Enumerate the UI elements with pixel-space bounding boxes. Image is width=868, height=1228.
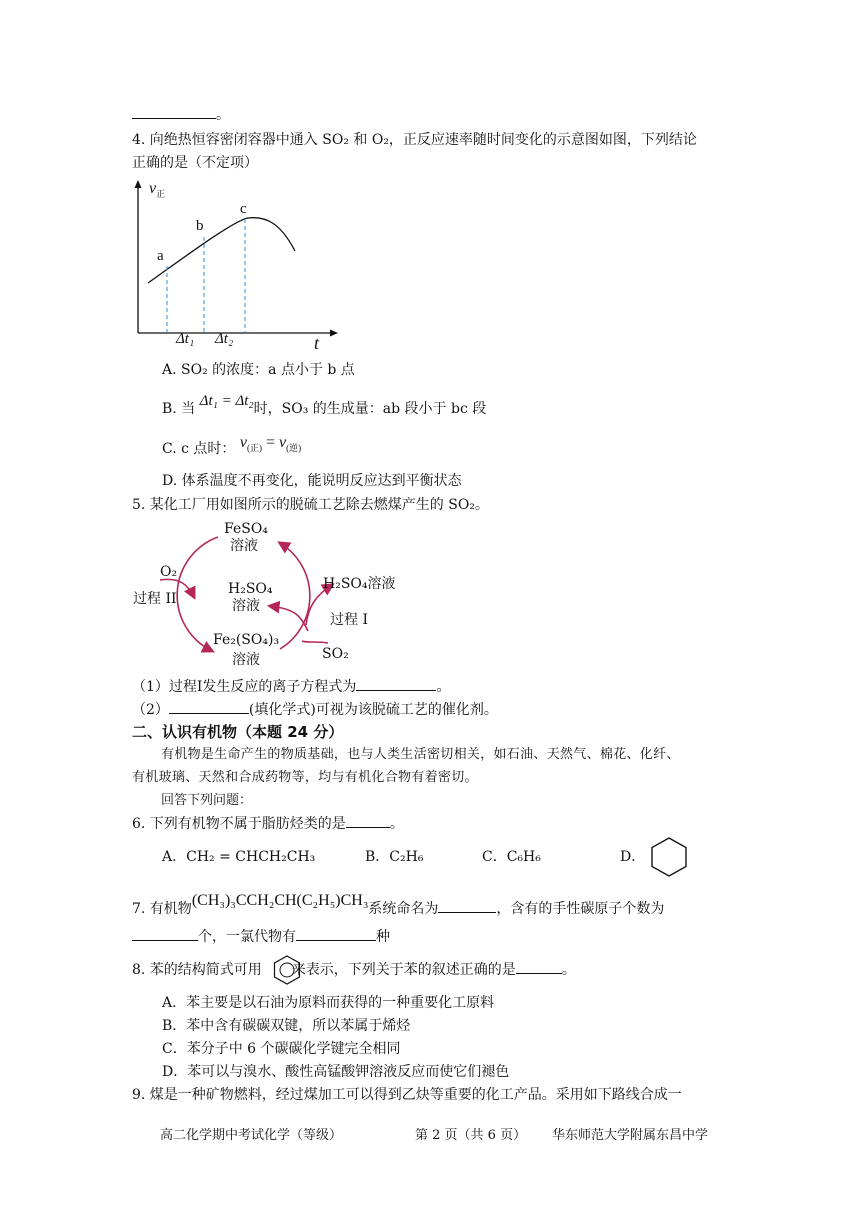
answer-blank[interactable] (516, 961, 562, 974)
q6-option-d[interactable]: D． (620, 849, 646, 865)
x-axis-label: t (314, 333, 320, 353)
y-axis-label: $v_正$ (149, 180, 166, 200)
point-b-label: b (196, 218, 204, 234)
process-1-label: 过程 I (330, 612, 368, 628)
answer-blank[interactable] (356, 678, 436, 691)
point-a-label: a (157, 248, 164, 264)
answer-blank[interactable] (169, 701, 249, 714)
fe2so43-solution-label: 溶液 (232, 652, 260, 668)
feso4-solution-label: 溶液 (230, 538, 258, 554)
q5-sub1: （1）过程I发生反应的离子方程式为 。 (132, 679, 451, 695)
answer-blank[interactable] (132, 106, 216, 119)
previous-answer-tail: 。 (132, 106, 230, 124)
answer-blank[interactable] (132, 928, 198, 941)
q4-option-d[interactable]: D. 体系温度不再变化，能说明反应达到平衡状态 (162, 473, 462, 489)
q4-c-formula: $v_{(正)} = v_{(逆)}$ (239, 434, 302, 454)
feso4-label: FeSO₄ (224, 521, 268, 537)
q8-option-c[interactable]: C．苯分子中 6 个碳碳化学键完全相同 (162, 1041, 401, 1057)
answer-prompt: 回答下列问题： (161, 793, 253, 808)
o2-label: O₂ (160, 564, 178, 580)
delta-t2-label: Δt₂ (215, 331, 234, 347)
answer-blank[interactable] (346, 815, 390, 828)
q8-option-d[interactable]: D．苯可以与溴水、酸性高锰酸钾溶液反应而使它们褪色 (162, 1064, 510, 1080)
q4-rate-graph (120, 178, 350, 358)
section-intro-line2: 有机玻璃、天然和合成药物等，均与有机化合物有着密切。 (132, 770, 478, 785)
answer-blank[interactable] (296, 928, 376, 941)
benzene-icon (273, 955, 301, 985)
process-2-label: 过程 II (133, 591, 177, 607)
q6-option-c[interactable]: C．C₆H₆ (482, 849, 541, 865)
q7-line1: 7. 有机物(CH₃)₃CCH₂CH(C₂H₅)CH₃系统命名为 ，含有的手性碳原子个数为 (132, 892, 665, 917)
q5-sub2: （2） (填化学式)可视为该脱硫工艺的催化剂。 (132, 702, 498, 718)
section-heading: 二、认识有机物（本题 24 分） (132, 723, 344, 741)
delta-t1-label: Δt₁ (176, 331, 195, 347)
footer-exam-title: 高二化学期中考试化学（等级） (160, 1128, 343, 1143)
q9-stem: 9. 煤是一种矿物燃料，经过煤加工可以得到乙炔等重要的化工产品。采用如下路线合成一 (132, 1087, 682, 1103)
h2so4-outer-label: H₂SO₄溶液 (323, 576, 396, 592)
q8-stem: 8. 苯的结构简式可用 来表示，下列关于苯的叙述正确的是 。 (132, 962, 576, 978)
section-intro-line1: 有机物是生命产生的物质基础，也与人类生活密切相关，如石油、天然气、棉花、化纤、 (161, 747, 680, 762)
q4-option-b[interactable]: B. 当 Δt₁ = Δt₂时，SO₃ 的生成量：ab 段小于 bc 段 (162, 393, 487, 417)
h2so4-inner-solution-label: 溶液 (232, 598, 260, 614)
q4-option-a[interactable]: A. SO₂ 的浓度：a 点小于 b 点 (162, 362, 355, 378)
footer-school: 华东师范大学附属东昌中学 (552, 1128, 709, 1143)
fe2so43-label: Fe₂(SO₄)₃ (213, 632, 280, 648)
q8-option-a[interactable]: A．苯主要是以石油为原料而获得的一种重要化工原料 (162, 995, 495, 1011)
q4-stem-line2: 正确的是（不定项） (132, 155, 258, 171)
q7-line2: 个，一氯代物有 种 (132, 928, 390, 946)
q5-stem: 5. 某化工厂用如图所示的脱硫工艺除去燃煤产生的 SO₂。 (132, 497, 489, 513)
so2-label: SO₂ (322, 646, 349, 662)
point-c-label: c (240, 201, 247, 217)
q4-b-formula: Δt₁ = Δt₂ (199, 393, 254, 409)
cyclohexane-icon (650, 836, 688, 878)
q6-option-a[interactable]: A．CH₂ = CHCH₂CH₃ (162, 849, 316, 865)
q8-option-b[interactable]: B．苯中含有碳碳双键，所以苯属于烯烃 (162, 1018, 411, 1034)
q7-formula: (CH₃)₃CCH₂CH(C₂H₅)CH₃ (191, 892, 369, 909)
q6-stem: 6. 下列有机物不属于脂肪烃类的是 。 (132, 816, 404, 832)
q4-stem-line1: 4. 向绝热恒容密闭容器中通入 SO₂ 和 O₂，正反应速率随时间变化的示意图如图，下列结论 (132, 132, 697, 148)
q6-option-b[interactable]: B．C₂H₆ (365, 849, 424, 865)
q4-option-c[interactable]: C. c 点时： $v_{(正)} = v_{(逆)}$ (162, 434, 302, 457)
footer-page-number: 第 2 页（共 6 页） (415, 1128, 527, 1143)
h2so4-inner-label: H₂SO₄ (228, 581, 273, 597)
answer-blank[interactable] (438, 900, 496, 913)
